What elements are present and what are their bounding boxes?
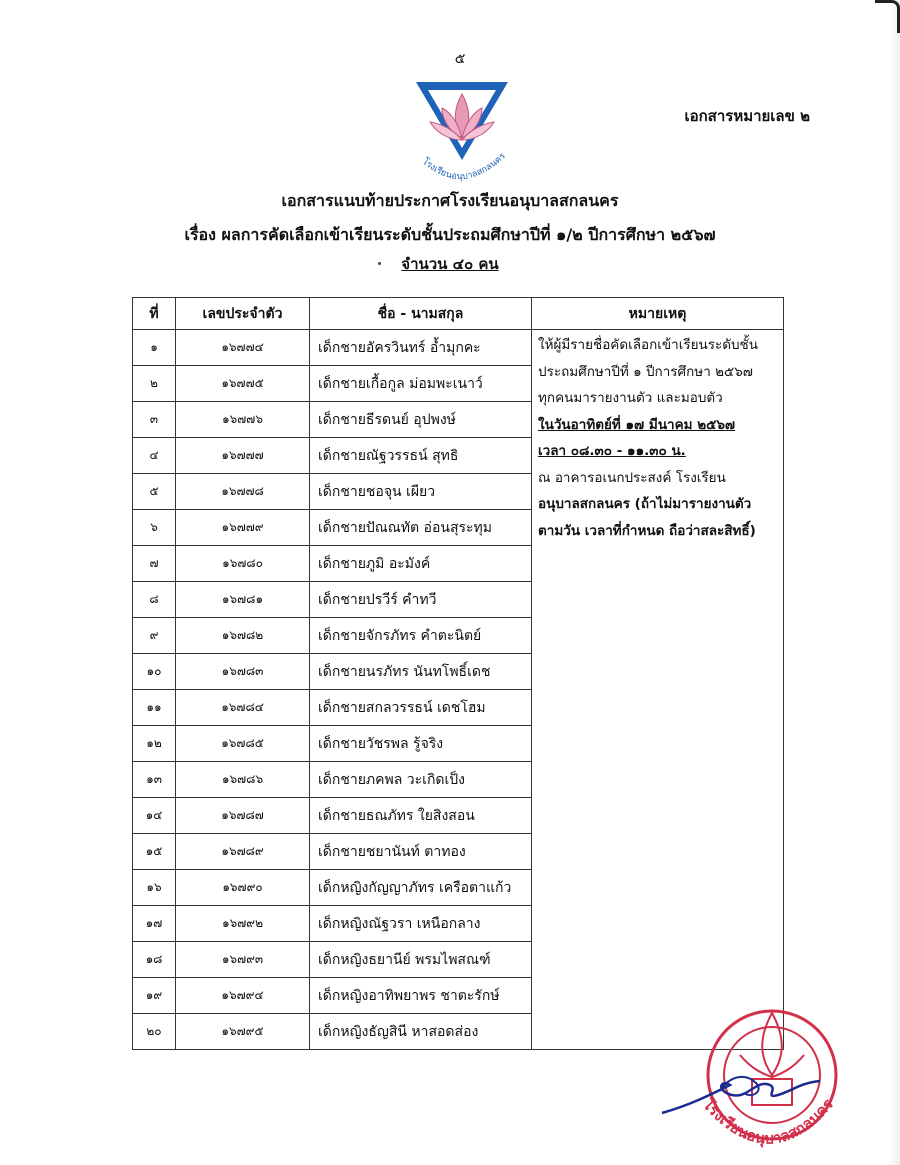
row-no: ๕ [133, 474, 176, 510]
row-no: ๑๗ [133, 906, 176, 942]
row-no: ๑๘ [133, 942, 176, 978]
remark-line: อนุบาลสกลนคร (ถ้าไม่มารายงานตัว [538, 496, 752, 512]
row-no: ๖ [133, 510, 176, 546]
row-id: ๑๖๗๙๓ [176, 942, 310, 978]
document-reference: เอกสารหมายเลข ๒ [684, 107, 810, 125]
corner-mark [875, 0, 900, 33]
row-no: ๒๐ [133, 1014, 176, 1050]
row-id: ๑๖๗๗๖ [176, 402, 310, 438]
remark-line: ประถมศึกษาปีที่ ๑ ปีการศึกษา ๒๕๖๗ [538, 363, 753, 380]
row-name: เด็กหญิงกัญญาภัทร เครือตาแก้ว [310, 870, 532, 906]
row-name: เด็กชายภูมิ อะมังค์ [310, 546, 532, 582]
row-id: ๑๖๗๘๗ [176, 798, 310, 834]
remark-date: ในวันอาทิตย์ที่ ๑๗ มีนาคม ๒๕๖๗ [538, 416, 736, 433]
header-remark: หมายเหตุ [532, 298, 784, 330]
row-id: ๑๖๗๗๕ [176, 366, 310, 402]
remark-line: ตามวัน เวลาที่กำหนด ถือว่าสละสิทธิ์) [538, 522, 756, 539]
row-name: เด็กชายวัชรพล รู้จริง [310, 726, 532, 762]
row-no: ๑๔ [133, 798, 176, 834]
row-name: เด็กหญิงธัญสินี หาสอดส่อง [310, 1014, 532, 1050]
row-no: ๗ [133, 546, 176, 582]
row-id: ๑๖๗๙๒ [176, 906, 310, 942]
row-no: ๑๐ [133, 654, 176, 690]
row-no: ๑๙ [133, 978, 176, 1014]
row-no: ๓ [133, 402, 176, 438]
row-name: เด็กชายจักรภัทร คำตะนิตย์ [310, 618, 532, 654]
remark-line: ณ อาคารอเนกประสงค์ โรงเรียน [538, 469, 726, 486]
row-id: ๑๖๗๘๕ [176, 726, 310, 762]
stray-dot [378, 262, 381, 265]
row-no: ๑ [133, 330, 176, 366]
row-name: เด็กชายภคพล วะเกิดเป็ง [310, 762, 532, 798]
row-name: เด็กชายธีรดนย์ อุปพงษ์ [310, 402, 532, 438]
row-name: เด็กชายปัณณทัต อ่อนสุระทุม [310, 510, 532, 546]
table-header-row [133, 298, 784, 330]
row-no: ๙ [133, 618, 176, 654]
row-no: ๑๓ [133, 762, 176, 798]
row-no: ๒ [133, 366, 176, 402]
row-no: ๑๒ [133, 726, 176, 762]
row-id: ๑๖๗๗๗ [176, 438, 310, 474]
signature [662, 1081, 820, 1113]
row-id: ๑๖๗๗๔ [176, 330, 310, 366]
remark-time: เวลา ๐๘.๓๐ - ๑๑.๓๐ น. [538, 443, 686, 459]
student-count [0, 252, 900, 276]
student-count-text: จำนวน ๔๐ คน [401, 255, 499, 273]
row-name: เด็กชายปรวีร์ คำทวี [310, 582, 532, 618]
row-id: ๑๖๗๘๓ [176, 654, 310, 690]
row-id: ๑๖๗๘๖ [176, 762, 310, 798]
logo-text: โรงเรียนอนุบาลสกลนคร [420, 151, 508, 183]
remark-line: ให้ผู้มีรายชื่อคัดเลือกเข้าเรียนระดับชั้น [538, 337, 758, 353]
row-name: เด็กหญิงณัฐวรา เหนือกลาง [310, 906, 532, 942]
announcement-title: เอกสารแนบท้ายประกาศโรงเรียนอนุบาลสกลนคร [281, 191, 619, 210]
row-id: ๑๖๗๙๐ [176, 870, 310, 906]
row-no: ๑๖ [133, 870, 176, 906]
row-no: ๘ [133, 582, 176, 618]
school-logo [412, 72, 512, 190]
row-id: ๑๖๗๘๔ [176, 690, 310, 726]
row-name: เด็กชายเกื้อกูล ม่อมพะเนาว์ [310, 366, 532, 402]
row-name: เด็กชายชยานันท์ ตาทอง [310, 834, 532, 870]
row-id: ๑๖๗๗๘ [176, 474, 310, 510]
row-id: ๑๖๗๘๑ [176, 582, 310, 618]
row-name: เด็กชายสกลวรรธน์ เดชโฮม [310, 690, 532, 726]
page-edge [888, 0, 900, 1165]
row-name: เด็กชายนรภัทร นันทโพธิ์เดช [310, 654, 532, 690]
row-no: ๑๕ [133, 834, 176, 870]
row-id: ๑๖๗๙๕ [176, 1014, 310, 1050]
row-id: ๑๖๗๘๒ [176, 618, 310, 654]
header-no: ที่ [133, 298, 176, 330]
row-name: เด็กชายธณภัทร ใยสิงสอน [310, 798, 532, 834]
header-id: เลขประจำตัว [176, 298, 310, 330]
row-id: ๑๖๗๘๐ [176, 546, 310, 582]
remarks-text [538, 332, 783, 544]
row-no: ๔ [133, 438, 176, 474]
school-seal [660, 995, 840, 1165]
row-id: ๑๖๗๗๙ [176, 510, 310, 546]
row-name: เด็กหญิงธยานีย์ พรมไพสณฑ์ [310, 942, 532, 978]
row-id: ๑๖๗๘๙ [176, 834, 310, 870]
row-name: เด็กชายณัฐวรรธน์ สุทธิ [310, 438, 532, 474]
announcement-subject: เรื่อง ผลการคัดเลือกเข้าเรียนระดับชั้นประถมศึกษาปีที่ ๑/๒ ปีการศึกษา ๒๕๖๗ [184, 225, 716, 244]
row-name: เด็กชายอัครวินทร์ อ้ำมุกคะ [310, 330, 532, 366]
row-no: ๑๑ [133, 690, 176, 726]
row-name: เด็กหญิงอาทิพยาพร ชาตะรักษ์ [310, 978, 532, 1014]
seal-text: โรงเรียนอนุบาลสกลนคร [699, 1095, 837, 1148]
page-number: ๕ [454, 51, 466, 67]
remark-line: ทุกคนมารายงานตัว และมอบตัว [538, 390, 723, 406]
svg-text:โรงเรียนอนุบาลสกลนคร [698, 1094, 837, 1148]
row-name: เด็กชายชอจุน เผียว [310, 474, 532, 510]
row-id: ๑๖๗๙๔ [176, 978, 310, 1014]
header-name: ชื่อ - นามสกุล [310, 298, 532, 330]
